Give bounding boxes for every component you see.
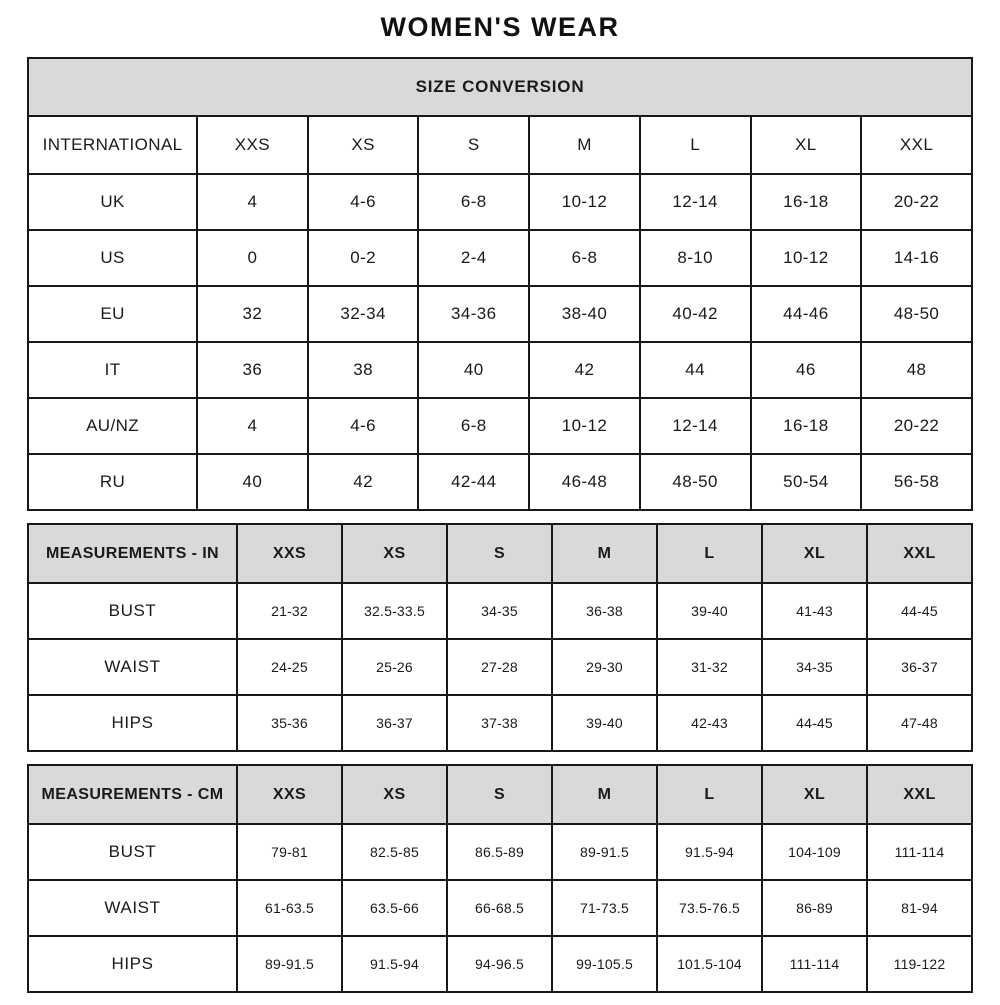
table-row	[28, 936, 972, 992]
table-banner-row	[28, 58, 972, 116]
cell: 71-73.5	[552, 880, 657, 936]
cell: 99-105.5	[552, 936, 657, 992]
table-header-label: MEASUREMENTS - IN	[28, 524, 237, 583]
column-header-row	[28, 765, 972, 824]
cell: 12-14	[640, 174, 751, 230]
measurements-in-table	[27, 523, 973, 752]
cell: 44	[640, 342, 751, 398]
cell: 36-37	[342, 695, 447, 751]
page-title: WOMEN'S WEAR	[380, 12, 620, 42]
cell: 91.5-94	[657, 824, 762, 880]
cell: 2-4	[418, 230, 529, 286]
cell: 111-114	[867, 824, 972, 880]
col-header: XXL	[861, 116, 972, 174]
col-header: XS	[308, 116, 419, 174]
cell: 73.5-76.5	[657, 880, 762, 936]
cell: 56-58	[861, 454, 972, 510]
cell: 104-109	[762, 824, 867, 880]
cell: 61-63.5	[237, 880, 342, 936]
col-header: M	[552, 524, 657, 583]
cell: 34-35	[762, 639, 867, 695]
cell: 91.5-94	[342, 936, 447, 992]
cell: 47-48	[867, 695, 972, 751]
table-row	[28, 583, 972, 639]
row-label: WAIST	[28, 639, 237, 695]
table-row	[28, 695, 972, 751]
cell: 36	[197, 342, 308, 398]
cell: 24-25	[237, 639, 342, 695]
cell: 38	[308, 342, 419, 398]
table-header-label: MEASUREMENTS - CM	[28, 765, 237, 824]
cell: 42	[529, 342, 640, 398]
cell: 4	[197, 174, 308, 230]
cell: 31-32	[657, 639, 762, 695]
cell: 10-12	[529, 398, 640, 454]
col-header: XXS	[197, 116, 308, 174]
cell: 44-45	[762, 695, 867, 751]
cell: 4-6	[308, 398, 419, 454]
col-header: XL	[751, 116, 862, 174]
row-label: AU/NZ	[28, 398, 197, 454]
cell: 34-35	[447, 583, 552, 639]
col-header: M	[552, 765, 657, 824]
column-header-row	[28, 524, 972, 583]
cell: 0	[197, 230, 308, 286]
cell: 50-54	[751, 454, 862, 510]
cell: 63.5-66	[342, 880, 447, 936]
cell: 6-8	[529, 230, 640, 286]
cell: 39-40	[657, 583, 762, 639]
cell: 0-2	[308, 230, 419, 286]
cell: 94-96.5	[447, 936, 552, 992]
cell: 4	[197, 398, 308, 454]
row-label: BUST	[28, 583, 237, 639]
cell: 38-40	[529, 286, 640, 342]
row-label: HIPS	[28, 695, 237, 751]
col-header: XXS	[237, 765, 342, 824]
cell: 46-48	[529, 454, 640, 510]
cell: 48-50	[861, 286, 972, 342]
table-row	[28, 230, 972, 286]
cell: 32-34	[308, 286, 419, 342]
cell: 89-91.5	[237, 936, 342, 992]
cell: 44-46	[751, 286, 862, 342]
col-header: L	[640, 116, 751, 174]
cell: 86-89	[762, 880, 867, 936]
measurements-cm-table	[27, 764, 973, 993]
cell: 42	[308, 454, 419, 510]
column-header-row	[28, 116, 972, 174]
table-row	[28, 342, 972, 398]
cell: 37-38	[447, 695, 552, 751]
col-header: XL	[762, 765, 867, 824]
cell: 66-68.5	[447, 880, 552, 936]
cell: 41-43	[762, 583, 867, 639]
row-label: HIPS	[28, 936, 237, 992]
cell: 42-43	[657, 695, 762, 751]
col-header: S	[447, 524, 552, 583]
cell: 89-91.5	[552, 824, 657, 880]
cell: 20-22	[861, 398, 972, 454]
cell: 27-28	[447, 639, 552, 695]
cell: 40-42	[640, 286, 751, 342]
table-banner: SIZE CONVERSION	[28, 58, 972, 116]
cell: 86.5-89	[447, 824, 552, 880]
col-header: L	[657, 765, 762, 824]
cell: 32	[197, 286, 308, 342]
cell: 12-14	[640, 398, 751, 454]
cell: 44-45	[867, 583, 972, 639]
table-row	[28, 398, 972, 454]
cell: 16-18	[751, 174, 862, 230]
cell: 8-10	[640, 230, 751, 286]
table-row	[28, 286, 972, 342]
row-label: IT	[28, 342, 197, 398]
cell: 21-32	[237, 583, 342, 639]
cell: 20-22	[861, 174, 972, 230]
cell: 4-6	[308, 174, 419, 230]
col-header: L	[657, 524, 762, 583]
cell: 101.5-104	[657, 936, 762, 992]
table-row	[28, 639, 972, 695]
cell: 36-38	[552, 583, 657, 639]
row-label: WAIST	[28, 880, 237, 936]
row-label: US	[28, 230, 197, 286]
cell: 34-36	[418, 286, 529, 342]
row-label: EU	[28, 286, 197, 342]
table-row	[28, 824, 972, 880]
row-label: RU	[28, 454, 197, 510]
cell: 48	[861, 342, 972, 398]
cell: 81-94	[867, 880, 972, 936]
cell: 10-12	[529, 174, 640, 230]
col-header: XXL	[867, 524, 972, 583]
table-row	[28, 454, 972, 510]
cell: 42-44	[418, 454, 529, 510]
cell: 119-122	[867, 936, 972, 992]
cell: 111-114	[762, 936, 867, 992]
col-header: S	[447, 765, 552, 824]
cell: 35-36	[237, 695, 342, 751]
cell: 39-40	[552, 695, 657, 751]
table-header-label: INTERNATIONAL	[28, 116, 197, 174]
cell: 14-16	[861, 230, 972, 286]
table-row	[28, 174, 972, 230]
cell: 79-81	[237, 824, 342, 880]
size-conversion-table	[27, 57, 973, 511]
col-header: XXS	[237, 524, 342, 583]
cell: 10-12	[751, 230, 862, 286]
row-label: BUST	[28, 824, 237, 880]
cell: 82.5-85	[342, 824, 447, 880]
cell: 32.5-33.5	[342, 583, 447, 639]
col-header: XL	[762, 524, 867, 583]
cell: 40	[418, 342, 529, 398]
cell: 48-50	[640, 454, 751, 510]
cell: 36-37	[867, 639, 972, 695]
cell: 40	[197, 454, 308, 510]
col-header: XS	[342, 524, 447, 583]
cell: 29-30	[552, 639, 657, 695]
col-header: XXL	[867, 765, 972, 824]
col-header: S	[418, 116, 529, 174]
cell: 16-18	[751, 398, 862, 454]
col-header: XS	[342, 765, 447, 824]
cell: 6-8	[418, 174, 529, 230]
col-header: M	[529, 116, 640, 174]
cell: 25-26	[342, 639, 447, 695]
cell: 46	[751, 342, 862, 398]
cell: 6-8	[418, 398, 529, 454]
table-row	[28, 880, 972, 936]
row-label: UK	[28, 174, 197, 230]
